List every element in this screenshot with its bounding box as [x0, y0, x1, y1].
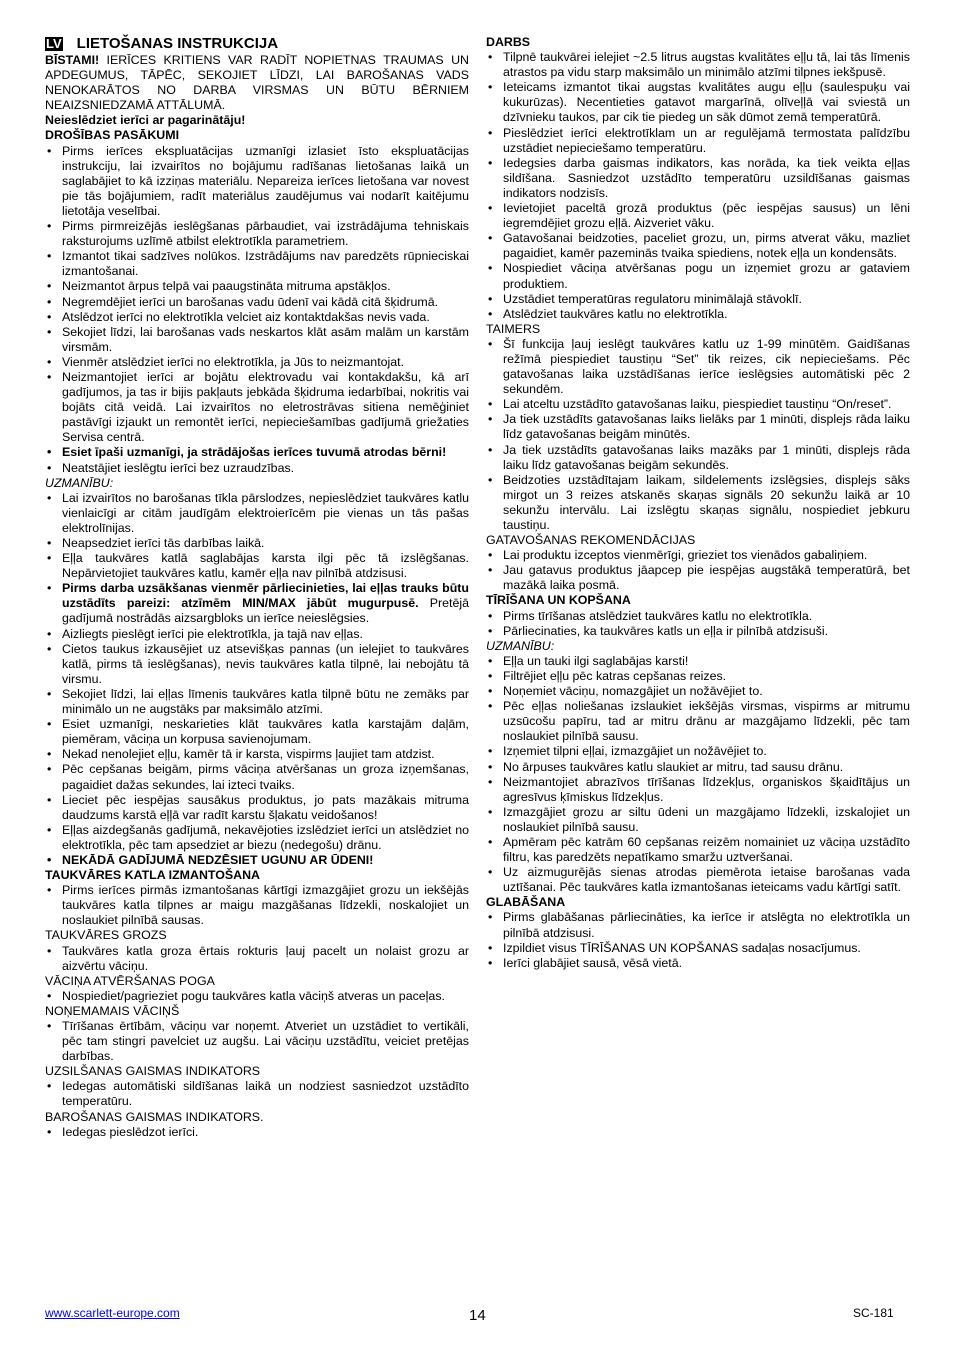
list-item: • Izpildiet visus TĪRĪŠANAS UN KOPŠANAS sadaļas nosacījumus.	[486, 941, 910, 956]
list-item: • Atslēdziet taukvāres katlu no elektrotīkla.	[486, 307, 910, 322]
list-item: • Ja tiek uzstādīts gatavošanas laiks mazāks par 1 minūti, displejs rāda laiku līdz gatavošanas beigām sekundēs.	[486, 443, 910, 473]
list-item: • Sekojiet līdzi, lai eļļas līmenis taukvāres katla tilpnē būtu ne zemāks par minimālo un ne augstāks par maksimālo atzīmi.	[45, 687, 469, 717]
list-item: • Pieslēdziet ierīci elektrotīklam un ar regulējamā termostata palīdzību uzstādiet nepieciešamo temperatūru.	[486, 126, 910, 156]
list-item: • Tīrīšanas ērtībām, vāciņu var noņemt. Atveriet un uzstādiet to vertikāli, pēc tam stingri pavelciet uz augšu. Lai vāciņu uzstādītu, veiciet pretējas darbības.	[45, 1019, 469, 1064]
list-item: • Nospiediet vāciņa atvēršanas pogu un izņemiet grozu ar gataviem produktiem.	[486, 261, 910, 291]
website-link[interactable]: www.scarlett-europe.com	[45, 1306, 180, 1320]
list-item: • Cietos taukus izkausējiet uz atsevišķas pannas (un ielejiet to taukvāres katlā, pirms tā ieslēgšanas), nevis taukvāres katla tilpnē, lai nebojātu tā virsmu.	[45, 642, 469, 687]
storage-list	[486, 910, 910, 970]
caution-bold-lead: Pirms darba uzsākšanas vienmēr pārliecinieties, lai eļļas trauks būtu uzstādīts pareizi: atzīmēm MIN/MAX jābūt mugurpusē.	[62, 581, 469, 611]
power-light-list	[45, 1125, 469, 1140]
list-item: • Pirms ierīces ekspluatācijas uzmanīgi izlasiet īsto ekspluatācijas instrukciju, lai izvairītos no bojājumu radīšanas lietošanas laikā un saglabājiet to kā izziņas materiālu. Nepareiza ierīces lietošana var novest pie tās bojājumiem, radīt materiālus zaudējumus vai nodarīt kaitējumu lietotāja veselībai.	[45, 144, 469, 219]
cleaning-caution-heading: UZMANĪBU:	[486, 638, 555, 653]
operation-heading: DARBS	[486, 35, 531, 49]
list-item: • Neizmantojiet ierīci ar bojātu elektrovadu vai kontakdakšu, kā arī gadījumos, ja tas ir bijis pakļauts jebkāda šķidruma iedarbībai, nokritis vai bojāts citā veidā. Lai izvairītos no eletrostrāvas sitiena nemēģiniet pastāvīgi izjaukt un remontēt ierīci, nepieciešamības gadījumā griežaties Servisa centrā.	[45, 370, 469, 445]
list-item: • Iedegas pieslēdzot ierīci.	[45, 1125, 469, 1140]
list-item	[45, 581, 469, 626]
list-item: • Jau gatavus produktus jāapcep pie iespējas augstākā temperatūrā, bet mazākā laika posmā.	[486, 563, 910, 593]
list-item: • Atslēdzot ierīci no elektrotīkla velciet aiz kontaktdakšas nevis vada.	[45, 310, 469, 325]
list-item: • Šī funkcija ļauj ieslēgt taukvāres katlu uz 1-99 minūtēm. Gaidīšanas režīmā piespiediet taustiņu “Set” tik reizes, cik nepieciešams. Pēc gatavošanas laika uzstādīšanas ierīce ieslēgsies automātiski pēc 2 sekundēm.	[486, 337, 910, 397]
list-item: • Uz aizmugurējās sienas atrodas piemērota ietaise barošanas vada uztīšanai. Pēc taukvāres katla izmantošanas ieteicams vadu kārtīgi satīt.	[486, 865, 910, 895]
caution-list-end	[45, 853, 469, 868]
list-item: • Neizmantot ārpus telpā vai paaugstināta mitruma apstākļos.	[45, 279, 469, 294]
cleaning-list	[486, 609, 910, 639]
list-item: • Esiet uzmanīgi, neskarieties klāt taukvāres katla karstajām daļām, piemēram, vāciņa un korpusa savienojumam.	[45, 717, 469, 747]
list-item: • Noņemiet vāciņu, nomazgājiet un nožāvējiet to.	[486, 684, 910, 699]
caution-heading: UZMANĪBU:	[45, 475, 114, 490]
storage-heading: GLABĀŠANA	[486, 895, 566, 910]
list-item: • Izņemiet tilpni eļļai, izmazgājiet un nožāvējiet to.	[486, 744, 910, 759]
list-item: • Neatstājiet ieslēgtu ierīci bez uzraudzības.	[45, 461, 469, 476]
list-item: • Iedegsies darba gaismas indikators, kas norāda, ka tiek veikta eļļas sildīšana. Sasniedzot uzstādīto temperatūru uzsildīšanas gaismas indikators nodzisīs.	[486, 156, 910, 201]
list-item: • Ieteicams izmantot tikai augstas kvalitātes augu eļļu (saulespuķu vai kukurūzas). Necentieties gatavot margarīnā, olīveļļā vai sviestā un dzīvnieku taukos, par cik tie piedeg un sāk dūmot zemā temperatūrā.	[486, 80, 910, 125]
list-item: • Ierīci glabājiet sausā, vēsā vietā.	[486, 956, 910, 971]
list-item: • Esiet īpaši uzmanīgi, ja strādājošas ierīces tuvumā atrodas bērni!	[45, 445, 469, 460]
list-item: • Ja tiek uzstādīts gatavošanas laiks lielāks par 1 minūti, displejs rāda laiku līdz gatavošanas beigām minūtēs.	[486, 412, 910, 442]
list-item: • Aizliegts pieslēgt ierīci pie elektrotīkla, ja tajā nav eļļas.	[45, 627, 469, 642]
list-item: • Lai izvairītos no barošanas tīkla pārslodzes, nepieslēdziet taukvāres katlu vienlaicīgi ar citām jaudīgām elektroierīcēm pie vienas un tās pašas elektrolīnijas.	[45, 491, 469, 536]
caution-list-b	[45, 627, 469, 853]
danger-label: BĪSTAMI!	[45, 53, 100, 67]
list-item: • Pirms pirmreizējās ieslēgšanas pārbaudiet, vai izstrādājuma tehniskais raksturojums uzlīmē atbilst elektrotīkla parametriem.	[45, 219, 469, 249]
list-item: • Izmantot tikai sadzīves nolūkos. Izstrādājums nav paredzēts rūpnieciskai izmantošanai.	[45, 249, 469, 279]
list-item: • Nospiediet/pagrieziet pogu taukvāres katla vāciņš atveras un paceļas.	[45, 989, 469, 1004]
language-badge: LV	[46, 35, 62, 51]
list-item: • Uzstādiet temperatūras regulatoru minimālajā stāvoklī.	[486, 292, 910, 307]
list-item: • Neapsedziet ierīci tās darbības laikā.	[45, 536, 469, 551]
list-item: • Gatavošanai beidzoties, paceliet grozu, un, pirms atverat vāku, mazliet pagaidiet, kamēr pazeminās tvaika spiediens, notek eļļa un kondensāts.	[486, 231, 910, 261]
heating-light-heading: UZSILŠANAS GAISMAS INDIKATORS	[45, 1064, 261, 1079]
cooking-heading: GATAVOŠANAS REKOMENDĀCIJAS	[486, 533, 696, 548]
list-item: • Eļļa taukvāres katlā saglabājas karsta ilgi pēc tā izslēgšanas. Nepārvietojiet taukvāres katlu, kamēr eļļa nav pilnībā atdzisusi.	[45, 551, 469, 581]
list-item: • Beidzoties uzstādītajam laikam, sildelements izslēgsies, displejs sāks mirgot un 3 reizes atskanēs skaņas signāls 20 sekunžu laikā ar 10 sekunžu intervālu. Lai izslēgtu skaņas signālu, nospiediet jebkuru taustiņu.	[486, 473, 910, 533]
operation-list	[486, 50, 910, 322]
timer-heading: TAIMERS	[486, 321, 541, 336]
cleaning-caution-list	[486, 654, 910, 896]
list-item: • Negremdējiet ierīci un barošanas vadu ūdenī vai kādā citā šķidrumā.	[45, 295, 469, 310]
list-item: • No ārpuses taukvāres katlu slaukiet ar mitru, tad sausu drānu.	[486, 760, 910, 775]
list-item: • Pēc cepšanas beigām, pirms vāciņa atvēršanas un groza izņemšanas, pagaidiet dažas sekundes, lai izteci tvaiks.	[45, 762, 469, 792]
list-item: • Pirms glabāšanas pārliecināties, ka ierīce ir atslēgta no elektrotīkla un pilnībā atdzisusi.	[486, 910, 910, 940]
cooking-list	[486, 548, 910, 593]
list-item: • Tilpnē taukvārei ielejiet ~2.5 litrus augstas kvalitātes eļļu tā, lai tās līmenis atrastos pa vidu starp maksimālo un minimālo atzīmi tilpnes iekšpusē.	[486, 50, 910, 80]
list-item: • Pirms tīrīšanas atslēdziet taukvāres katlu no elektrotīkla.	[486, 609, 910, 624]
cleaning-heading: TĪRĪŠANA UN KOPŠANA	[486, 593, 631, 608]
usage-heading: TAUKVĀRES KATLA IZMANTOŠANA	[45, 868, 260, 883]
list-item: • Pirms ierīces pirmās izmantošanas kārtīgi izmazgājiet grozu un iekšējās taukvāres katla tilpnes ar maigu mazgāšanas līdzekli, noskalojiet un noslaukiet pilnībā sausas.	[45, 883, 469, 928]
page-title: LIETOŠANAS INSTRUKCIJA	[76, 35, 279, 52]
list-item: • Lieciet pēc iespējas sausākus produktus, jo pats mazākais mitruma daudzums karstā eļļā var radīt karstu šļakatu veidošanos!	[45, 793, 469, 823]
timer-list	[486, 337, 910, 533]
removable-lid-heading: NOŅEMAMAIS VĀCIŅŠ	[45, 1003, 180, 1018]
list-item: • NEKĀDĀ GADĪJUMĀ NEDZĒSIET UGUNU AR ŪDENI!	[45, 853, 469, 868]
list-item: • Izmazgājiet grozu ar siltu ūdeni un mazgājamo līdzekli, izskalojiet un noslaukiet pilnībā sausu.	[486, 805, 910, 835]
list-item: • Neizmantojiet abrazīvos tīrīšanas līdzekļus, organiskos šķaidītājus un agresīvus ķīmiskus līdzekļus.	[486, 775, 910, 805]
list-item: • Pēc eļļas noliešanas izslaukiet iekšējās virsmas, vispirms ar mitrumu uzsūcošu papīru, tad ar mitru drānu ar mazgājamo līdzekli, pēc tam noslaukiet pilnībā sausu.	[486, 699, 910, 744]
list-item: • Eļļas aizdegšanās gadījumā, nekavējoties izslēdziet ierīci un atslēdziet no elektrotīkla, pēc tam apsedziet ar biezu (nedegošu) drānu.	[45, 823, 469, 853]
list-item: • Taukvāres katla groza ērtais rokturis ļauj pacelt un nolaist grozu ar aizvērtu vāciņu.	[45, 944, 469, 974]
list-item: • Pārliecinaties, ka taukvāres katls un eļļa ir pilnībā atdzisuši.	[486, 624, 910, 639]
caution-list-a	[45, 491, 469, 582]
list-item: • Eļļa un tauki ilgi saglabājas karsti!	[486, 654, 910, 669]
page-number: 14	[469, 1307, 486, 1324]
danger-text: IERĪCES KRITIENS VAR RADĪT NOPIETNAS TRAUMAS UN APDEGUMUS, TĀPĒC, SEKOJIET LĪDZI, LAI BAROŠANAS VADS NENOKARĀTOS NO DARBA VIRSMAS UN BŪTU BĒRNIEM NEAIZSNIEDZAMĀ ATTĀLUMĀ.	[45, 53, 469, 113]
safety-heading: DROŠĪBAS PASĀKUMI	[45, 128, 180, 143]
caution-list-mixed	[45, 581, 469, 626]
lid-button-list	[45, 989, 469, 1004]
usage-list	[45, 883, 469, 928]
safety-list-end	[45, 445, 469, 475]
removable-lid-list	[45, 1019, 469, 1064]
list-item: • Ievietojiet paceltā grozā produktus (pēc iespējas sausus) un lēni iegremdējiet grozu eļļā. Aizveriet vāku.	[486, 201, 910, 231]
lid-button-heading: VĀCIŅA ATVĒRŠANAS POGA	[45, 973, 215, 988]
list-item: • Vienmēr atslēdziet ierīci no elektrotīkla, ja Jūs to neizmantojat.	[45, 355, 469, 370]
list-item: • Nekad nenolejiet eļļu, kamēr tā ir karsta, vispirms ļaujiet tam atdzist.	[45, 747, 469, 762]
basket-list	[45, 944, 469, 974]
caution-tail: Pretējā gadījumā nostrādās aizsargbloks un ierīce neieslēgsies.	[62, 596, 469, 626]
basket-heading: TAUKVĀRES GROZS	[45, 928, 167, 943]
heating-light-list	[45, 1079, 469, 1109]
section-header	[45, 35, 469, 52]
right-column	[486, 35, 910, 971]
safety-list	[45, 144, 469, 446]
list-item: • Apmēram pēc katrām 60 cepšanas reizēm nomainiet uz vāciņa uzstādīto filtru, kas paredzēts nepatīkamo smaržu uztveršanai.	[486, 835, 910, 865]
model-number: SC-181	[853, 1306, 894, 1320]
list-item: • Lai produktu izceptos vienmērīgi, grieziet tos vienādos gabaliņiem.	[486, 548, 910, 563]
no-extension-note: Neieslēdziet ierīci ar pagarinātāju!	[45, 113, 246, 128]
danger-warning	[45, 53, 469, 113]
list-item: • Iedegas automātiski sildīšanas laikā un nodziest sasniedzot uzstādīto temperatūru.	[45, 1079, 469, 1109]
list-item: • Filtrējiet eļļu pēc katras cepšanas reizes.	[486, 669, 910, 684]
list-item: • Lai atceltu uzstādīto gatavošanas laiku, piespiediet taustiņu “On/reset”.	[486, 397, 910, 412]
list-item: • Sekojiet līdzi, lai barošanas vads neskartos klāt asām malām un karstām virsmām.	[45, 325, 469, 355]
left-column	[45, 35, 469, 1140]
power-light-heading: BAROŠANAS GAISMAS INDIKATORS.	[45, 1109, 264, 1124]
